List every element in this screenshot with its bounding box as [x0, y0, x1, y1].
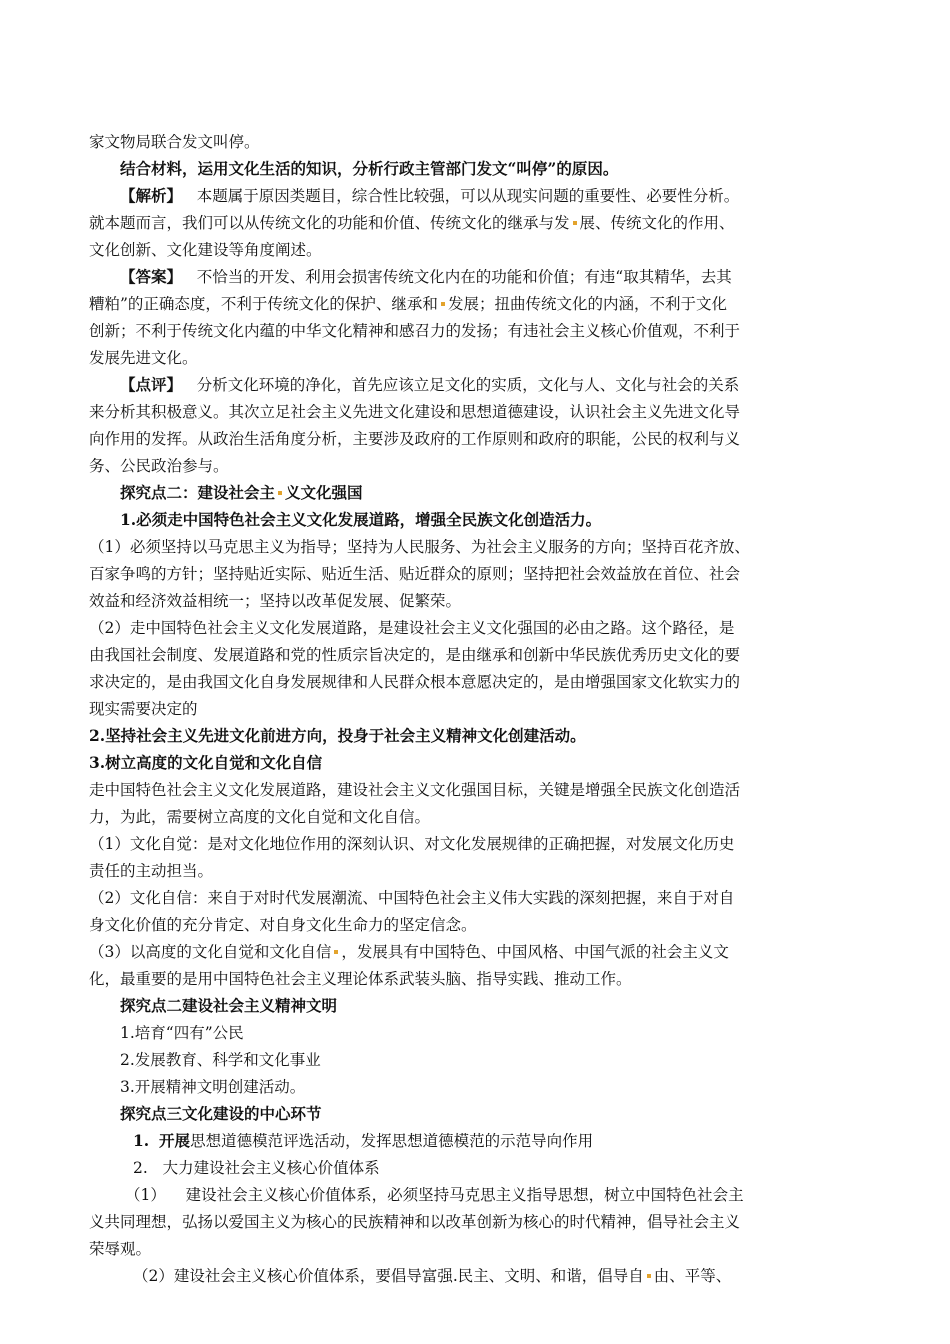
text-line — [133, 1266, 731, 1286]
text-line: 求决定的，是由我国文化自身发展规律和人民群众根本意愿决定的，是由增强国家文化软实力的 — [89, 673, 741, 691]
text-span: 糟粕”的正确态度，不利于传统文化的保护、继承和 — [89, 295, 438, 313]
text-line: 家文物局联合发文叫停。 — [89, 133, 260, 151]
list-item — [133, 1131, 593, 1151]
text-span: （3）以高度的文化自觉和文化自信 — [89, 943, 332, 961]
list-item: 3.开展精神文明创建活动。 — [120, 1078, 306, 1096]
text-line: （2）走中国特色社会主义文化发展道路，是建设社会主义文化强国的必由之路。这个路径，是 — [89, 619, 735, 637]
text-span: 义文化强国 — [285, 483, 363, 502]
text-line: 现实需要决定的 — [89, 700, 198, 718]
text-span: ，发展具有中国特色、中国风格、中国气派的社会主义文 — [341, 943, 729, 961]
text-span: 大力建设社会主义核心价值体系 — [162, 1159, 380, 1177]
section-heading: 探究点三文化建设的中心环节 — [120, 1104, 322, 1123]
text-line: 来分析其积极意义。其次立足社会主义先进文化建设和思想道德建设，认识社会主义先进文化导 — [89, 403, 741, 421]
text-span: 思想道德模范评选活动，发挥思想道德模范的示范导向作用 — [190, 1132, 594, 1150]
answer-label: 【答案】 — [120, 267, 183, 286]
list-item — [133, 1158, 380, 1178]
text-span: （2）建设社会主义核心价值体系，要倡导富强.民主、文明、和谐，倡导自 — [133, 1267, 644, 1285]
comment-label: 【点评】 — [120, 375, 183, 394]
text-line — [89, 213, 735, 233]
text-line: 荣辱观。 — [89, 1240, 152, 1258]
text-span: 发展；扭曲传统文化的内涵，不利于文化 — [447, 295, 727, 313]
marker-dot — [278, 491, 282, 495]
answer-line — [120, 267, 732, 287]
subheading: 2.坚持社会主义先进文化前进方向，投身于社会主义精神文化创建活动。 — [89, 726, 586, 745]
text-span: 建设社会主义核心价值体系，必须坚持马克思主义指导思想，树立中国特色社会主 — [185, 1186, 744, 1204]
text-line: 创新；不利于传统文化内蕴的中华文化精神和感召力的发扬；有违社会主义核心价值观，不利于 — [89, 322, 741, 340]
text-line: （1）文化自觉：是对文化地位作用的深刻认识、对文化发展规律的正确把握，对发展文化历史 — [89, 835, 735, 853]
text-span: 展、传统文化的作用、 — [579, 214, 735, 232]
text-line: （1）必须坚持以马克思主义为指导；坚持为人民服务、为社会主义服务的方向；坚持百花齐放、 — [89, 538, 750, 556]
analysis-label: 【解析】 — [120, 186, 183, 205]
marker-dot — [573, 221, 577, 225]
text-line: 务、公民政治参与。 — [89, 457, 229, 475]
section-heading — [120, 483, 363, 503]
text-span: 由、平等、 — [653, 1267, 732, 1285]
text-line: 效益和经济效益相统一；坚持以改革促发展、促繁荣。 — [89, 592, 462, 610]
list-number: 2. — [133, 1159, 148, 1177]
text-line: 化，最重要的是用中国特色社会主义理论体系武装头脑、指导实践、推动工作。 — [89, 970, 632, 988]
marker-dot — [647, 1274, 651, 1278]
comment-line — [120, 375, 739, 395]
text-line: 走中国特色社会主义文化发展道路，建设社会主义文化强国目标，关键是增强全民族文化创造活 — [89, 781, 741, 799]
text-span: 开展 — [159, 1131, 191, 1150]
list-item: 2.发展教育、科学和文化事业 — [120, 1051, 321, 1069]
text-line — [89, 942, 729, 962]
section-heading: 探究点二建设社会主义精神文明 — [120, 996, 338, 1015]
text-span: 就本题而言，我们可以从传统文化的功能和价值、传统文化的继承与发 — [89, 214, 570, 232]
text-line: 向作用的发挥。从政治生活角度分析，主要涉及政府的工作原则和政府的职能，公民的权利与义 — [89, 430, 741, 448]
text-span: 不恰当的开发、利用会损害传统文化内在的功能和价值；有违“取其精华，去其 — [196, 268, 732, 286]
text-line: 由我国社会制度、发展道路和党的性质宗旨决定的，是由继承和创新中华民族优秀历史文化的要 — [89, 646, 741, 664]
text-line: 义共同理想，弘扬以爱国主义为核心的民族精神和以改革创新为核心的时代精神，倡导社会主义 — [89, 1213, 741, 1231]
subheading: 3.树立高度的文化自觉和文化自信 — [89, 753, 323, 772]
text-span: 分析文化环境的净化，首先应该立足文化的实质，文化与人、文化与社会的关系 — [196, 376, 740, 394]
list-item: 1.培育“四有”公民 — [120, 1024, 244, 1042]
text-line: 百家争鸣的方针；坚持贴近实际、贴近生活、贴近群众的原则；坚持把社会效益放在首位、社会 — [89, 565, 741, 583]
list-number: 1. — [133, 1131, 150, 1150]
text-span: 本题属于原因类题目，综合性比较强，可以从现实问题的重要性、必要性分析。 — [196, 187, 740, 205]
text-line: 身文化价值的充分肯定、对自身文化生命力的坚定信念。 — [89, 916, 477, 934]
subheading: 1.必须走中国特色社会主义文化发展道路，增强全民族文化创造活力。 — [120, 510, 602, 529]
marker-dot — [334, 950, 338, 954]
analysis-line — [120, 186, 739, 206]
list-number: （1） — [125, 1186, 166, 1204]
marker-dot — [441, 302, 445, 306]
text-line: 发展先进文化。 — [89, 349, 198, 367]
question-line: 结合材料，运用文化生活的知识，分析行政主管部门发文“叫停”的原因。 — [120, 159, 619, 178]
text-line: （2）文化自信：来自于对时代发展潮流、中国特色社会主义伟大实践的深刻把握，来自于对自 — [89, 889, 735, 907]
text-span: 探究点二：建设社会主 — [120, 483, 276, 502]
text-line — [89, 294, 727, 314]
text-line: 力，为此，需要树立高度的文化自觉和文化自信。 — [89, 808, 431, 826]
text-line — [125, 1185, 744, 1205]
text-line: 文化创新、文化建设等角度阐述。 — [89, 241, 322, 259]
text-line: 责任的主动担当。 — [89, 862, 214, 880]
